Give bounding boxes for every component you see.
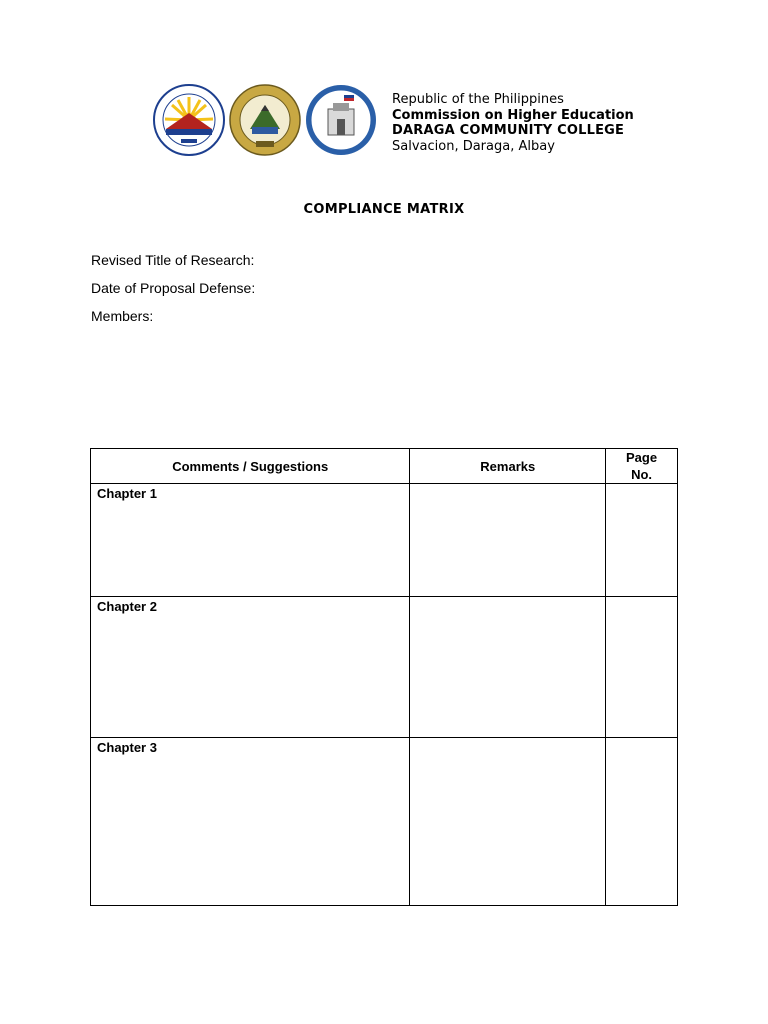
comments-cell[interactable] bbox=[91, 738, 410, 906]
document-title: COMPLIANCE MATRIX bbox=[303, 202, 465, 217]
college-address: Salvacion, Daraga, Albay bbox=[392, 138, 555, 154]
remarks-header: Remarks bbox=[410, 449, 606, 484]
defense-date-label: Date of Proposal Defense: bbox=[91, 280, 256, 296]
college-name: DARAGA COMMUNITY COLLEGE bbox=[392, 123, 625, 138]
page-header-line2: No. bbox=[631, 467, 653, 482]
table-header-row bbox=[91, 449, 678, 484]
research-title-label: Revised Title of Research: bbox=[91, 252, 255, 268]
page-no-header bbox=[606, 449, 678, 484]
ched-seal-logo bbox=[152, 83, 226, 157]
college-seal-logo bbox=[304, 83, 378, 157]
republic-line: Republic of the Philippines bbox=[392, 92, 564, 107]
institution-text bbox=[392, 92, 634, 154]
compliance-table bbox=[90, 448, 678, 906]
comments-cell[interactable] bbox=[91, 484, 410, 597]
comments-header: Comments / Suggestions bbox=[91, 449, 410, 484]
comments-cell[interactable] bbox=[91, 597, 410, 738]
commission-line: Commission on Higher Education bbox=[392, 107, 634, 123]
municipality-seal-logo bbox=[228, 83, 302, 157]
table-row bbox=[91, 738, 678, 906]
remarks-cell[interactable] bbox=[410, 484, 606, 597]
members-label: Members: bbox=[91, 308, 154, 324]
letterhead bbox=[152, 80, 672, 160]
table-row bbox=[91, 597, 678, 738]
page-header-line1: Page bbox=[626, 450, 658, 465]
page-no-cell[interactable] bbox=[606, 738, 678, 906]
chapter-label: Chapter 3 bbox=[97, 740, 157, 755]
page-no-cell[interactable] bbox=[606, 484, 678, 597]
chapter-label: Chapter 2 bbox=[97, 599, 157, 614]
remarks-cell[interactable] bbox=[410, 597, 606, 738]
remarks-cell[interactable] bbox=[410, 738, 606, 906]
table-row bbox=[91, 484, 678, 597]
chapter-label: Chapter 1 bbox=[97, 486, 157, 501]
page-no-cell[interactable] bbox=[606, 597, 678, 738]
